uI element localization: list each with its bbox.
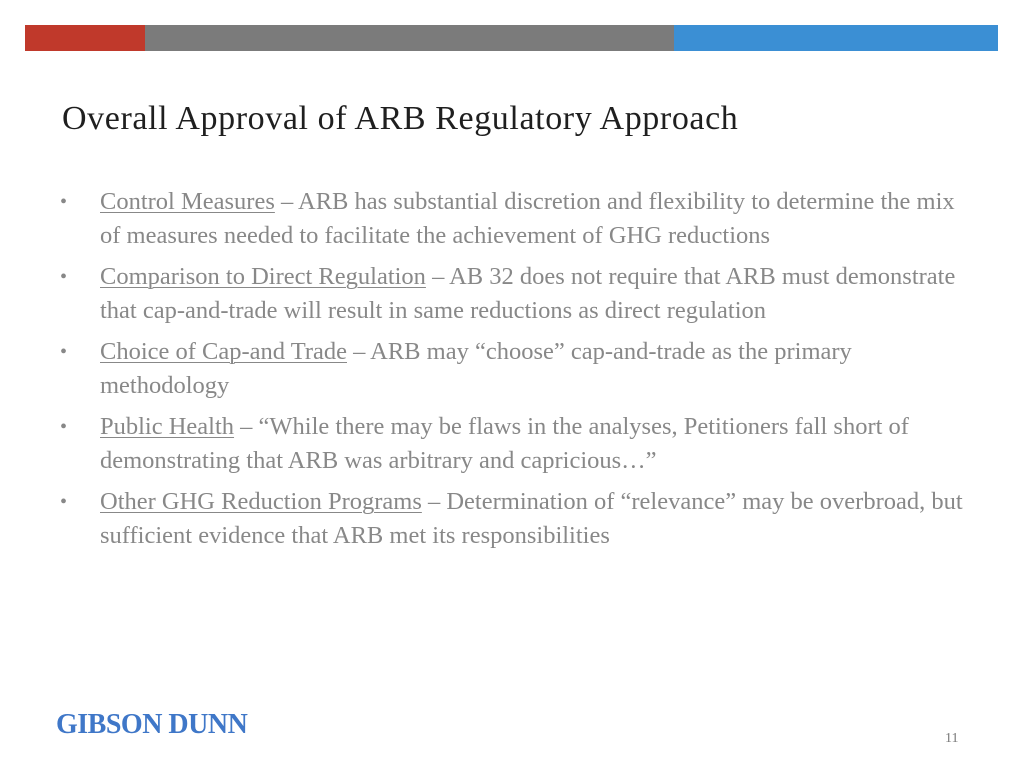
top-accent-bar	[25, 25, 998, 51]
bullet-item-comparison-to-direct-regulation	[56, 260, 966, 328]
page-number: 11	[945, 731, 959, 746]
accent-bar-blue-segment	[674, 25, 998, 51]
bullet-dot-icon: •	[60, 266, 68, 288]
bullet-term: Comparison to Direct Regulation	[100, 263, 426, 290]
bullet-item-choice-of-cap-and-trade	[56, 335, 966, 403]
bullet-term: Choice of Cap-and Trade	[100, 338, 347, 365]
bullet-item-control-measures	[56, 185, 966, 253]
bullet-text: – “While there may be flaws in the analyses, Petitioners fall short of demonstrating that ARB was arbitrary and capricious…”	[100, 413, 909, 474]
bullet-term: Public Health	[100, 413, 235, 440]
bullet-term: Control Measures	[100, 188, 275, 215]
bullet-term: Other GHG Reduction Programs	[100, 488, 422, 515]
bullet-dot-icon: •	[60, 341, 68, 363]
accent-bar-gray-segment	[145, 25, 674, 51]
bullet-text: – Determination of “relevance” may be overbroad, but sufficient evidence that ARB met its responsibilities	[100, 488, 963, 549]
bullet-item-public-health	[56, 410, 966, 478]
gibson-dunn-logo: GIBSON DUNN	[56, 709, 248, 740]
bullet-dot-icon: •	[60, 191, 68, 213]
bullet-dot-icon: •	[60, 491, 68, 513]
slide-title: Overall Approval of ARB Regulatory Approach	[62, 100, 739, 137]
bullet-text: – ARB has substantial discretion and flexibility to determine the mix of measures needed to facilitate the achievement of GHG reductions	[100, 188, 955, 249]
bullet-dot-icon: •	[60, 416, 68, 438]
accent-bar-red-segment	[25, 25, 145, 51]
bullet-item-other-ghg-reduction-programs	[56, 485, 966, 553]
bullet-text: – AB 32 does not require that ARB must demonstrate that cap-and-trade will result in same reductions as direct regulation	[100, 263, 956, 324]
bullet-list	[56, 185, 966, 560]
bullet-text: – ARB may “choose” cap-and-trade as the primary methodology	[100, 338, 852, 399]
